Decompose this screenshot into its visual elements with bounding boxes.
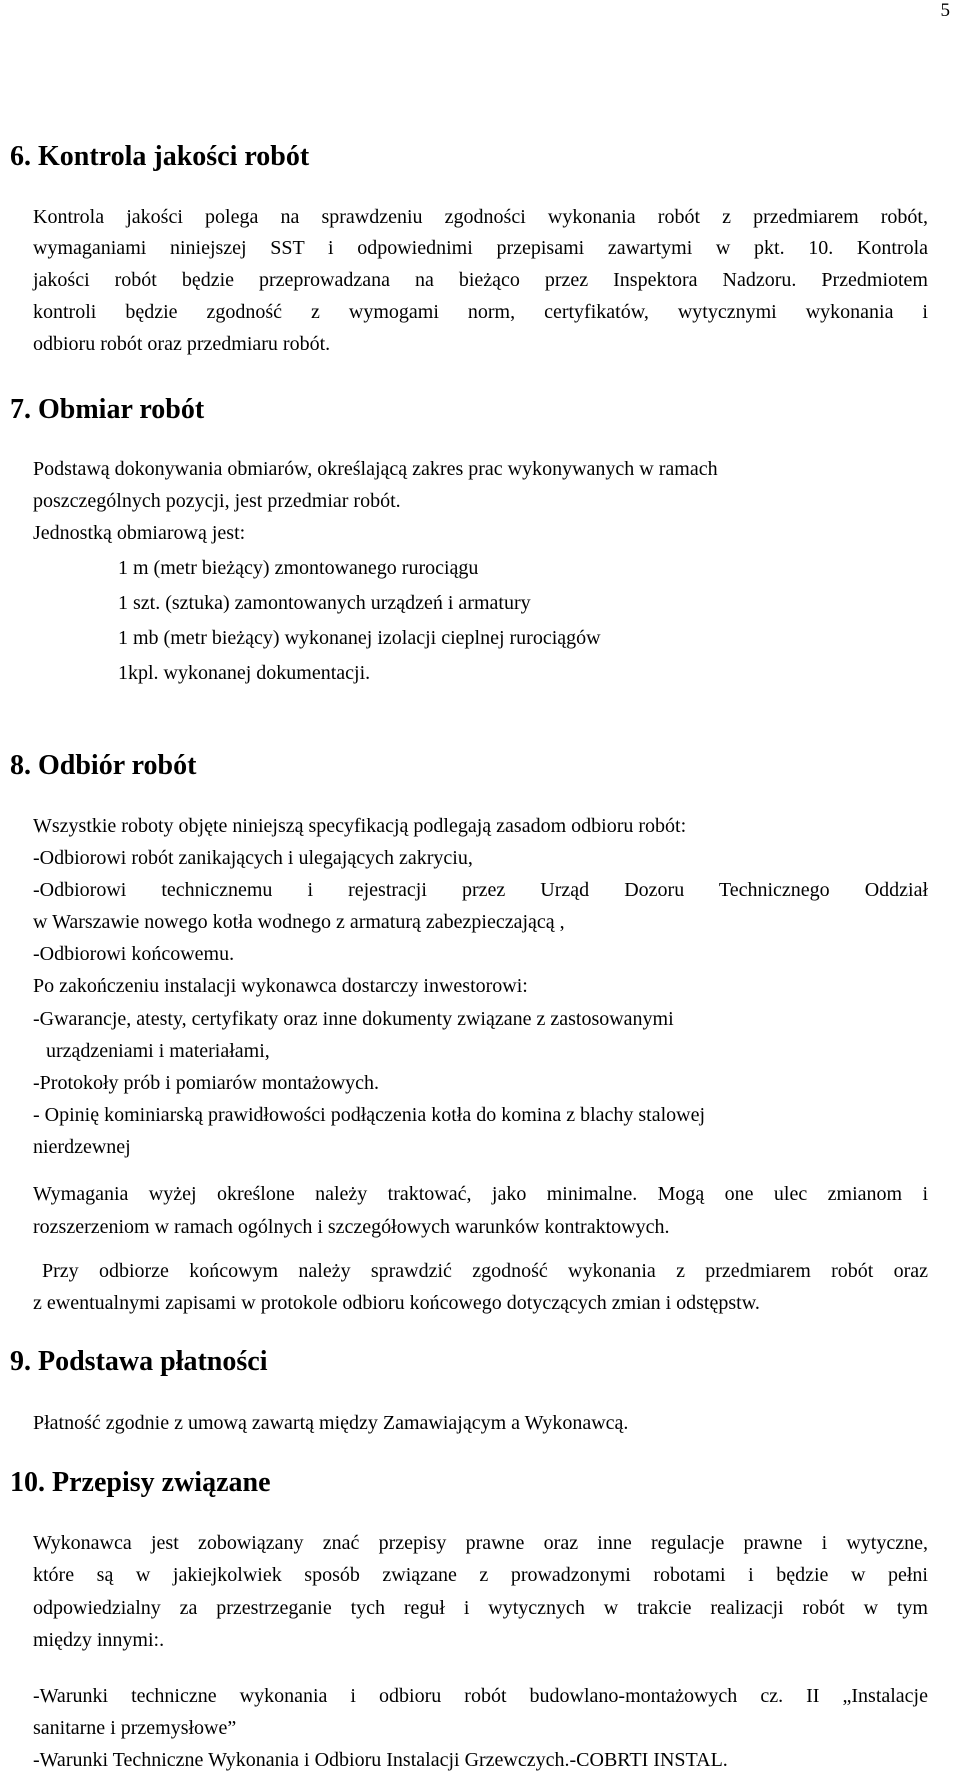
unit-item: 1 szt. (sztuka) zamontowanych urządzeń i armatury bbox=[118, 592, 531, 614]
list-item: - Opinię kominiarską prawidłowości podłączenia kotła do komina z blachy stalowej bbox=[33, 1104, 706, 1126]
paragraph-line: z ewentualnymi zapisami w protokole odbioru końcowego dotyczących zmian i odstępstw. bbox=[33, 1292, 760, 1314]
list-item: -Warunki techniczne wykonania i odbioru robót budowlano-montażowych cz. II „Instalacje bbox=[33, 1685, 928, 1707]
list-item: -Odbiorowi robót zanikających i ulegających zakryciu, bbox=[33, 847, 473, 869]
unit-item: 1 mb (metr bieżący) wykonanej izolacji cieplnej rurociągów bbox=[118, 627, 601, 649]
section-10-heading: 10. Przepisy związane bbox=[10, 1467, 271, 1498]
paragraph-line: Wykonawca jest zobowiązany znać przepisy prawne oraz inne regulacje prawne i wytyczne, bbox=[33, 1532, 928, 1554]
list-item: sanitarne i przemysłowe” bbox=[33, 1717, 237, 1739]
section-9-heading: 9. Podstawa płatności bbox=[10, 1346, 268, 1377]
page-number: 5 bbox=[940, 0, 950, 21]
section-7-heading: 7. Obmiar robót bbox=[10, 394, 205, 425]
section-6-heading: 6. Kontrola jakości robót bbox=[10, 141, 310, 172]
paragraph-line: Wszystkie roboty objęte niniejszą specyfikacją podlegają zasadom odbioru robót: bbox=[33, 815, 687, 837]
paragraph-line: Płatność zgodnie z umową zawartą między Zamawiającym a Wykonawcą. bbox=[33, 1412, 629, 1434]
paragraph-line: Podstawą dokonywania obmiarów, określającą zakres prac wykonywanych w ramach bbox=[33, 458, 718, 480]
paragraph-line: Po zakończeniu instalacji wykonawca dostarczy inwestorowi: bbox=[33, 975, 528, 997]
list-item: -Gwarancje, atesty, certyfikaty oraz inne dokumenty związane z zastosowanymi bbox=[33, 1008, 674, 1030]
unit-item: 1 m (metr bieżący) zmontowanego rurociągu bbox=[118, 557, 479, 579]
list-item: urządzeniami i materiałami, bbox=[46, 1040, 270, 1062]
paragraph-line: jakości robót będzie przeprowadzana na bieżąco przez Inspektora Nadzoru. Przedmiotem bbox=[33, 269, 928, 291]
list-item: nierdzewnej bbox=[33, 1136, 131, 1158]
paragraph-line: poszczególnych pozycji, jest przedmiar robót. bbox=[33, 490, 401, 512]
paragraph-line: Kontrola jakości polega na sprawdzeniu zgodności wykonania robót z przedmiarem robót, bbox=[33, 206, 928, 228]
paragraph-line: między innymi:. bbox=[33, 1629, 165, 1651]
paragraph-line: wymaganiami niniejszej SST i odpowiednimi przepisami zawartymi w pkt. 10. Kontrola bbox=[33, 237, 928, 259]
paragraph-line: Wymagania wyżej określone należy traktować, jako minimalne. Mogą one ulec zmianom i bbox=[33, 1183, 928, 1205]
paragraph-line: Jednostką obmiarową jest: bbox=[33, 522, 246, 544]
unit-item: 1kpl. wykonanej dokumentacji. bbox=[118, 662, 371, 684]
paragraph-line: Przy odbiorze końcowym należy sprawdzić zgodność wykonania z przedmiarem robót oraz bbox=[42, 1260, 928, 1282]
paragraph-line: odbioru robót oraz przedmiaru robót. bbox=[33, 333, 331, 355]
paragraph-line: kontroli będzie zgodność z wymogami norm, certyfikatów, wytycznymi wykonania i bbox=[33, 301, 928, 323]
list-item: -Odbiorowi technicznemu i rejestracji przez Urząd Dozoru Technicznego Oddział bbox=[33, 879, 928, 901]
list-item: w Warszawie nowego kotła wodnego z armaturą zabezpieczającą , bbox=[33, 911, 565, 933]
paragraph-line: rozszerzeniom w ramach ogólnych i szczegółowych warunków kontraktowych. bbox=[33, 1216, 670, 1238]
paragraph-line: odpowiedzialny za przestrzeganie tych reguł i wytycznych w trakcie realizacji robót w tym bbox=[33, 1597, 928, 1619]
list-item: -Odbiorowi końcowemu. bbox=[33, 943, 235, 965]
list-item: -Warunki Techniczne Wykonania i Odbioru Instalacji Grzewczych.-COBRTI INSTAL. bbox=[33, 1749, 728, 1771]
list-item: -Protokoły prób i pomiarów montażowych. bbox=[33, 1072, 380, 1094]
section-8-heading: 8. Odbiór robót bbox=[10, 750, 197, 781]
paragraph-line: które są w jakiejkolwiek sposób związane z prowadzonymi robotami i będzie w pełni bbox=[33, 1564, 928, 1586]
